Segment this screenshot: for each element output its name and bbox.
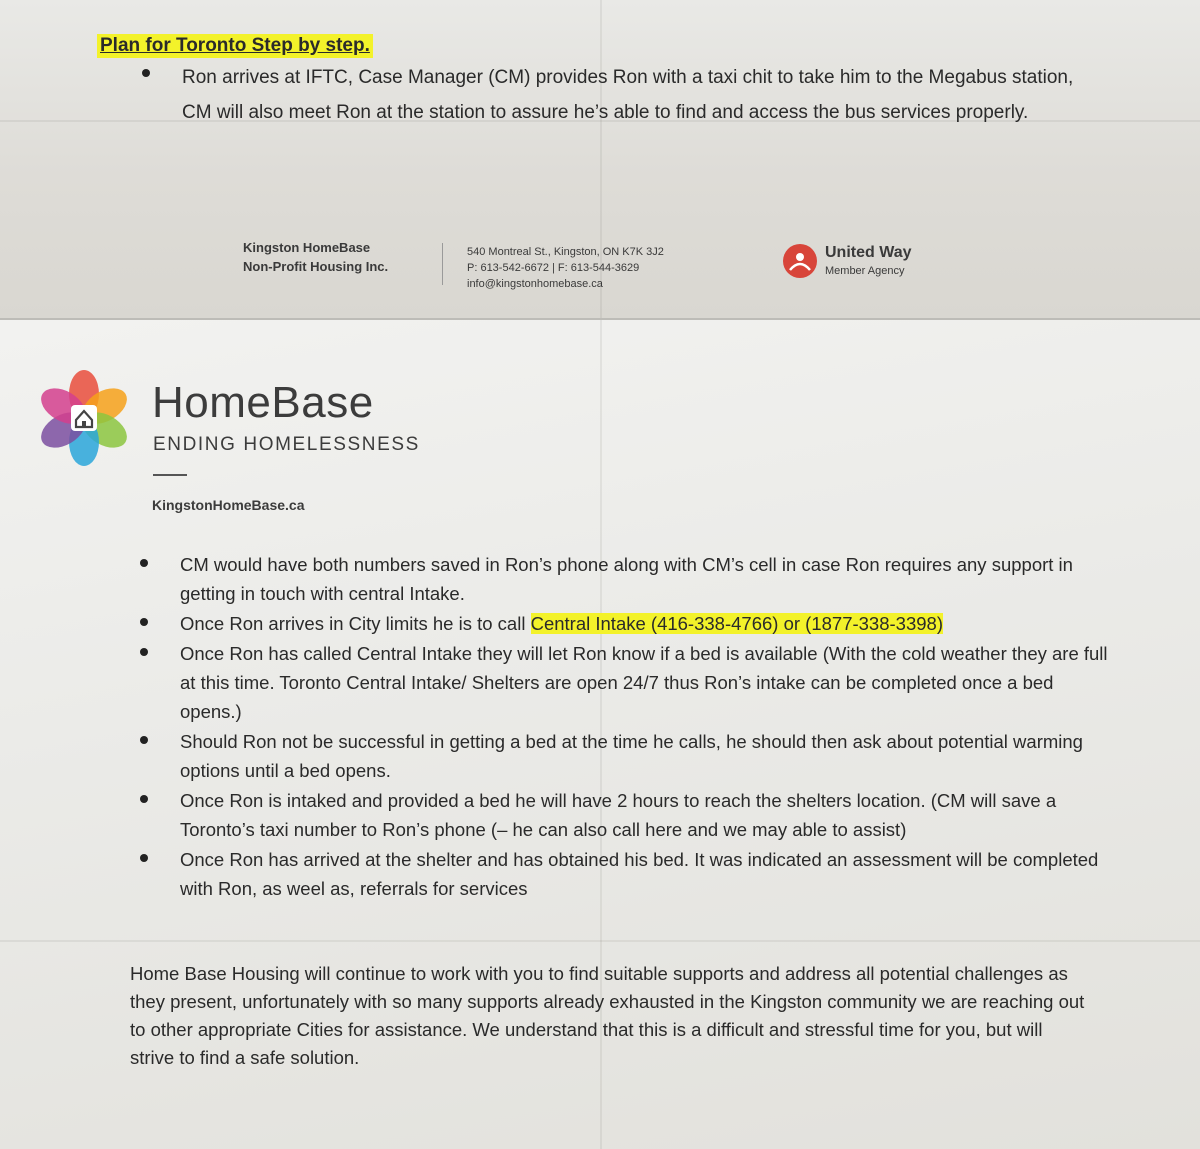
brand-url: KingstonHomeBase.ca: [152, 497, 305, 513]
list-item: [140, 639, 1110, 726]
step-text: Once Ron has called Central Intake they will let Ron know if a bed is available (With the cold weather they are full at this time. Toronto Central Intake/ Shelters are open 24/7 thus Ron’s intake can be completed once a bed opens.): [180, 643, 1108, 722]
list-item: [140, 845, 1110, 903]
bullet-icon: [140, 854, 148, 862]
step-text: CM would have both numbers saved in Ron’s phone along with CM’s cell in case Ron requires any support in getting in touch with central Intake.: [180, 554, 1073, 604]
list-item: [140, 727, 1110, 785]
address-text: 540 Montreal St., Kingston, ON K7K 3J2: [467, 246, 664, 258]
top-letter-page: [0, 0, 1200, 318]
step-text: Should Ron not be successful in getting a bed at the time he calls, he should then ask about potential warming options until a bed opens.: [180, 731, 1083, 781]
email-text: info@kingstonhomebase.ca: [467, 278, 603, 290]
top-step-list: [142, 60, 1102, 130]
united-way-logo-icon: [783, 244, 817, 278]
brand-name: HomeBase: [152, 378, 374, 427]
org-name: Kingston HomeBase: [243, 240, 371, 255]
list-item: [140, 786, 1110, 844]
bullet-icon: [140, 648, 148, 656]
bullet-icon: [140, 559, 148, 567]
divider: [153, 474, 187, 476]
divider: [442, 243, 443, 285]
list-item: [140, 550, 1110, 608]
phone-text: P: 613-542-6672 | F: 613-544-3629: [467, 262, 640, 274]
letterhead-org: [243, 238, 388, 276]
bullet-icon: [140, 618, 148, 626]
partner-subtitle: Member Agency: [825, 265, 905, 277]
step-text: Once Ron is intaked and provided a bed he will have 2 hours to reach the shelters location. (CM will save a Toronto’s taxi number to Ron’s phone (– he can also call here and we may able to assist): [180, 790, 1057, 840]
list-item: [142, 60, 1102, 130]
bullet-icon: [140, 795, 148, 803]
step-text: Once Ron arrives in City limits he is to call: [180, 613, 531, 634]
page-title: Plan for Toronto Step by step.: [97, 34, 373, 58]
bullet-icon: [140, 736, 148, 744]
brand-tagline: ENDING HOMELESSNESS: [153, 434, 420, 455]
letterhead-contact: [467, 244, 664, 292]
step-list: [140, 550, 1110, 904]
highlighted-phone-numbers: Central Intake (416-338-4766) or (1877-338-3398): [530, 613, 943, 634]
org-subname: Non-Profit Housing Inc.: [243, 259, 389, 274]
step-text: Once Ron has arrived at the shelter and has obtained his bed. It was indicated an assessment will be completed with Ron, as weel as, referrals for services: [180, 849, 1099, 899]
homebase-logo-icon: [34, 368, 134, 468]
bullet-icon: [142, 69, 150, 77]
list-item: [140, 609, 1110, 638]
step-text: Ron arrives at IFTC, Case Manager (CM) provides Ron with a taxi chit to take him to the Megabus station, CM will also meet Ron at the station to assure he’s able to find and access the bus services properly.: [182, 67, 1074, 123]
closing-paragraph: Home Base Housing will continue to work with you to find suitable supports and address all potential challenges as they present, unfortunately with so many supports already exhausted in the Kingston community we are reaching out to other appropriate Cities for assistance. We understand that this is a difficult and stressful time for you, but will strive to find a safe solution.: [130, 963, 1085, 1068]
partner-name: United Way: [825, 244, 912, 261]
